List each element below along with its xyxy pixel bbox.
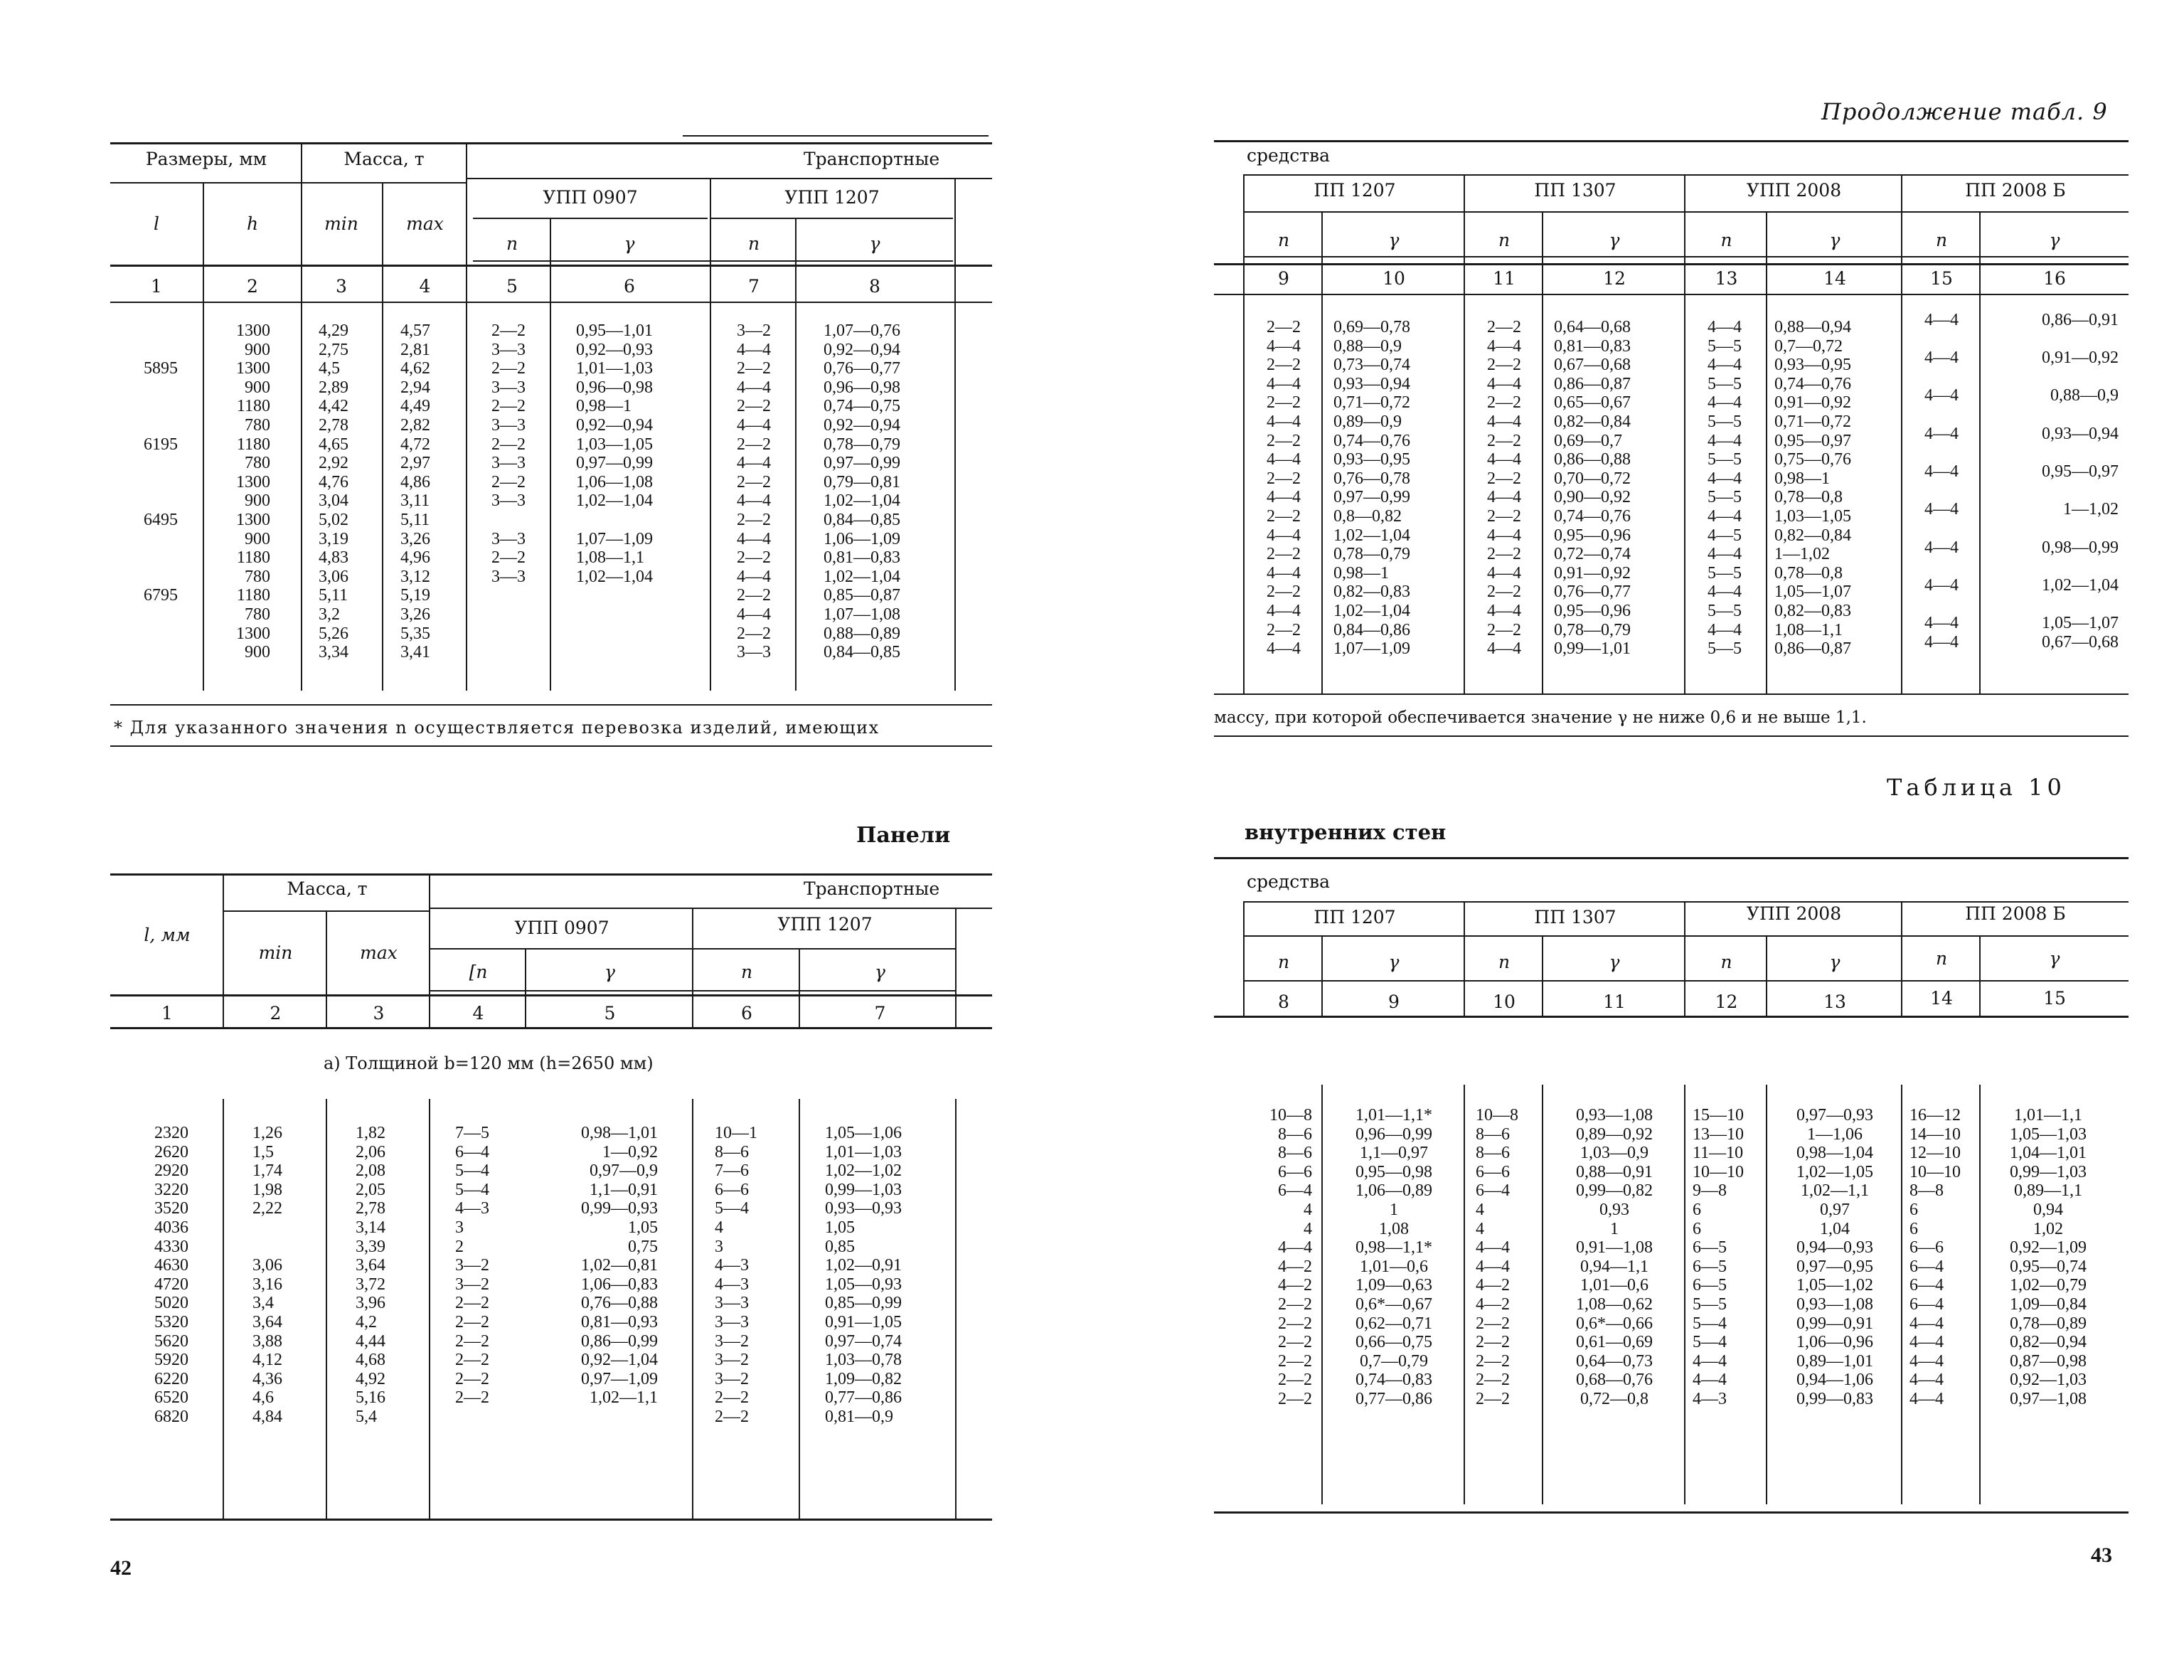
col-g16 <box>1986 311 2119 652</box>
header-mass: Масса, т <box>287 878 368 899</box>
rule-means <box>1245 174 2129 176</box>
header-n6: n <box>740 962 753 982</box>
num-3: 3 <box>373 1003 385 1024</box>
cell: 0,91—0,92 <box>2042 349 2119 367</box>
vrule <box>1542 211 1543 693</box>
rule-upp0907 <box>473 218 708 219</box>
title-inner-walls: внутренних стен <box>1245 820 1447 844</box>
vrule <box>326 910 327 1027</box>
num-3: 3 <box>336 276 347 297</box>
col-g12: 0,64—0,68 0,81—0,83 0,67—0,68 0,86—0,87 0,65—0,67 0,82—0,84 0,69—0,7 0,86—0,88 0,70—0,72 0,90—0,92 0,74—0,76 0,95—0,96 0,72—0,74 0,91—0,92 0,76—0,77 0,95—0,96 0,78—0,79 0,99—1,01 <box>1554 318 1631 659</box>
col-n11: 2—2 4—4 2—2 4—4 2—2 4—4 2—2 4—4 2—2 4—4 2—2 4—4 2—2 4—4 2—2 4—4 2—2 4—4 <box>1487 318 1521 659</box>
header-g16: γ <box>2049 230 2060 250</box>
vrule <box>1979 1085 1981 1504</box>
col-g7: 1,05—1,06 1,01—1,03 1,02—1,02 0,99—1,03 0,93—0,93 1,05 0,85 1,02—0,91 1,05—0,93 0,85—0,99 0,91—1,05 0,97—0,74 1,03—0,78 1,09—0,82 0,77—0,86 0,81—0,9 <box>825 1124 902 1426</box>
col-n15 <box>1909 311 1973 652</box>
header-g13: γ <box>1829 952 1841 972</box>
means-label: средства <box>1247 145 1331 166</box>
right-page <box>1092 0 2184 1680</box>
vrule <box>326 1099 327 1519</box>
cell: 1,05—1,07 <box>2042 614 2119 632</box>
cell: 0,93—0,94 <box>2042 425 2119 443</box>
vrule <box>1979 935 1981 1016</box>
num-5: 5 <box>506 276 518 297</box>
col-g10: 0,69—0,78 0,88—0,9 0,73—0,74 0,93—0,94 0,71—0,72 0,89—0,9 0,74—0,76 0,93—0,95 0,76—0,78 0,97—0,99 0,8—0,82 1,02—1,04 0,78—0,79 0,98—1 0,82—0,83 1,02—1,04 0,84—0,86 1,07—1,09 <box>1333 318 1410 659</box>
vrule <box>1766 935 1767 1016</box>
rule-numbers-top <box>110 994 992 996</box>
vrule <box>203 182 204 691</box>
page-number-right: 43 <box>2091 1543 2112 1567</box>
header-upp0907: УПП 0907 <box>514 918 609 938</box>
num-8: 8 <box>1278 991 1289 1012</box>
vrule <box>795 218 797 691</box>
rule-groups <box>1245 935 2129 937</box>
group-upp2008: УПП 2008 <box>1746 180 1842 201</box>
rule-sizes-mass <box>110 182 466 184</box>
vrule <box>799 1099 800 1519</box>
header-transport: Транспортные <box>804 878 940 899</box>
col-l: 2320 2620 2920 3220 3520 4036 4330 4630 4720 5020 5320 5620 5920 6220 6520 6820 <box>154 1124 188 1426</box>
vrule <box>692 1099 693 1519</box>
col-g6: 0,95—1,01 0,92—0,93 1,01—1,03 0,96—0,98 0,98—1 0,92—0,94 1,03—1,05 0,97—0,99 1,06—1,08 1,02—1,04 1,07—1,09 1,08—1,1 1,02—1,04 <box>576 321 653 586</box>
num-14: 14 <box>1823 268 1846 289</box>
continuation-label: Продолжение табл. 9 <box>1821 98 2108 125</box>
top-rule <box>683 135 989 137</box>
rule-numbers-bottom <box>1214 294 2129 295</box>
header-g14: γ <box>1829 230 1841 250</box>
footnote-left: * Для указанного значения n осуществляется перевозка изделий, имеющих <box>114 718 880 738</box>
header-l: l, мм <box>144 925 191 945</box>
rule-bottom <box>1214 693 2129 695</box>
cell: 4—4 <box>1924 538 1959 557</box>
header-n10: n <box>1498 952 1511 972</box>
header-sizes: Размеры, мм <box>145 149 267 169</box>
cell: 4—4 <box>1924 633 1959 652</box>
cell: 4—4 <box>1924 576 1959 595</box>
col-min: 1,26 1,5 1,74 1,98 2,22 3,06 3,16 3,4 3,64 3,88 4,12 4,36 4,6 4,84 <box>252 1124 282 1426</box>
vrule <box>1979 211 1981 693</box>
rule-numbers-bottom <box>110 1027 992 1029</box>
num-16: 16 <box>2043 268 2066 289</box>
means-label: средства <box>1247 871 1331 892</box>
group-pp2008b: ПП 2008 Б <box>1965 903 2066 924</box>
col-g14: 0,88—0,94 0,7—0,72 0,93—0,95 0,74—0,76 0,91—0,92 0,71—0,72 0,95—0,97 0,75—0,76 0,98—1 0,78—0,8 1,03—1,05 0,82—0,84 1—1,02 0,78—0,8 1,05—1,07 0,82—0,83 1,08—1,1 0,86—0,87 <box>1774 318 1851 659</box>
header-n8: n <box>1277 952 1290 972</box>
num-7: 7 <box>874 1003 886 1024</box>
num-9: 9 <box>1388 991 1400 1012</box>
cell: 4—4 <box>1924 425 1959 443</box>
col-n4: 7—5 6—4 5—4 5—4 4—3 3 2 3—2 3—2 2—2 2—2 2—2 2—2 2—2 2—2 <box>455 1124 489 1408</box>
num-11: 11 <box>1603 991 1626 1012</box>
vrule <box>1464 901 1465 1016</box>
header-g10: γ <box>1388 230 1400 250</box>
header-rule-top <box>110 873 992 876</box>
rule-groups <box>1245 211 2129 213</box>
col-g8: 1,07—0,76 0,92—0,94 0,76—0,77 0,96—0,98 0,74—0,75 0,92—0,94 0,78—0,79 0,97—0,99 0,79—0,81 1,02—1,04 0,84—0,85 1,06—1,09 0,81—0,83 1,02—1,04 0,85—0,87 1,07—1,08 0,88—0,89 0,84—0,85 <box>824 321 900 662</box>
rule-sub <box>473 260 953 262</box>
col-max: 1,82 2,06 2,08 2,05 2,78 3,14 3,39 3,64 3,72 3,96 4,2 4,44 4,68 4,92 5,16 5,4 <box>356 1124 385 1426</box>
vrule <box>1464 174 1465 693</box>
cell: 4—4 <box>1924 614 1959 632</box>
col-n12: 15—10 13—10 11—10 10—10 9—8 6 6 6—5 6—5 6—5 5—5 5—4 5—4 4—4 4—4 4—3 <box>1693 1106 1744 1408</box>
rule-sub <box>1245 256 2129 257</box>
vrule <box>955 1099 957 1519</box>
vrule <box>954 178 956 691</box>
header-l: l <box>154 213 159 234</box>
num-4: 4 <box>419 276 431 297</box>
vrule <box>1243 901 1245 1016</box>
rule-transport <box>430 908 992 909</box>
header-g6: γ <box>624 233 635 254</box>
header-rule-top <box>1214 857 2129 859</box>
num-1: 1 <box>161 1003 173 1024</box>
num-12: 12 <box>1603 268 1626 289</box>
rule-sub <box>430 990 957 991</box>
header-max: max <box>406 213 444 234</box>
header-upp1207: УПП 1207 <box>777 914 873 935</box>
cell: 0,67—0,68 <box>2042 633 2119 652</box>
rule-numbers-bottom <box>110 302 992 303</box>
header-upp1207: УПП 1207 <box>784 187 880 208</box>
num-1: 1 <box>151 276 162 297</box>
group-pp1307: ПП 1307 <box>1534 907 1616 927</box>
num-15: 15 <box>1930 268 1953 289</box>
col-l: 5895 6195 6495 6795 <box>144 359 178 605</box>
header-min: min <box>324 213 358 234</box>
num-5: 5 <box>604 1003 616 1024</box>
rule-numbers-top <box>110 265 992 267</box>
vrule <box>301 142 302 691</box>
vrule <box>1901 1085 1902 1504</box>
vrule <box>1901 174 1902 693</box>
subtitle-thickness: а) Толщиной b=120 мм (h=2650 мм) <box>324 1053 654 1073</box>
num-7: 7 <box>748 276 760 297</box>
rule-numbers-bottom <box>1214 1016 2129 1018</box>
rule-bottom <box>110 704 992 706</box>
rule-transport <box>466 178 992 179</box>
cell: 0,98—0,99 <box>2042 538 2119 557</box>
header-rule-top <box>110 142 992 144</box>
rule-footnote <box>110 745 992 747</box>
page-number-left: 42 <box>110 1556 132 1580</box>
cell: 0,86—0,91 <box>2042 311 2119 329</box>
header-g9: γ <box>1388 952 1400 972</box>
vrule <box>1321 211 1323 693</box>
header-rule-top <box>1214 140 2129 142</box>
header-n11: n <box>1498 230 1511 250</box>
rule-sub <box>1245 980 2129 982</box>
num-2: 2 <box>247 276 258 297</box>
cell: 0,95—0,97 <box>2042 462 2119 481</box>
vrule <box>1542 1085 1543 1504</box>
group-pp2008b: ПП 2008 Б <box>1965 180 2066 201</box>
col-n7: 3—2 4—4 2—2 4—4 2—2 4—4 2—2 4—4 2—2 4—4 2—2 4—4 2—2 4—4 2—2 4—4 2—2 3—3 <box>737 321 771 662</box>
vrule <box>710 178 711 691</box>
group-pp1307: ПП 1307 <box>1534 180 1616 201</box>
vrule <box>223 873 224 1027</box>
vrule <box>223 1099 224 1519</box>
header-n14: n <box>1935 948 1948 969</box>
num-13: 13 <box>1823 991 1846 1012</box>
col-n5: 2—2 3—3 2—2 3—3 2—2 3—3 2—2 3—3 2—2 3—3 3—3 2—2 3—3 <box>491 321 526 586</box>
vrule <box>1542 935 1543 1016</box>
col-max: 4,57 2,81 4,62 2,94 4,49 2,82 4,72 2,97 4,86 3,11 5,11 3,26 4,96 3,12 5,19 3,26 5,35 3,41 <box>400 321 430 662</box>
vrule <box>466 142 467 691</box>
vrule <box>1684 1085 1685 1504</box>
header-g15: γ <box>2049 948 2060 969</box>
num-10: 10 <box>1383 268 1405 289</box>
num-6: 6 <box>741 1003 752 1024</box>
cell: 4—4 <box>1924 500 1959 519</box>
cell: 4—4 <box>1924 386 1959 405</box>
cell: 1—1,02 <box>2063 500 2119 519</box>
vrule <box>1901 901 1902 1016</box>
vrule <box>1766 1085 1767 1504</box>
col-g11: 0,93—1,08 0,89—0,92 1,03—0,9 0,88—0,91 0,99—0,82 0,93 1 0,91—1,08 0,94—1,1 1,01—0,6 1,08—0,62 0,6*—0,66 0,61—0,69 0,64—0,73 0,68—0,76 0,72—0,8 <box>1576 1106 1653 1408</box>
col-n9: 2—2 4—4 2—2 4—4 2—2 4—4 2—2 4—4 2—2 4—4 2—2 4—4 2—2 4—4 2—2 4—4 2—2 4—4 <box>1267 318 1301 659</box>
num-8: 8 <box>869 276 880 297</box>
col-g13: 0,97—0,93 1—1,06 0,98—1,04 1,02—1,05 1,02—1,1 0,97 1,04 0,94—0,93 0,97—0,95 1,05—1,02 0,93—1,08 0,99—0,91 1,06—0,96 0,89—1,01 0,94—1,06 0,99—0,83 <box>1796 1106 1873 1408</box>
col-g9: 1,01—1,1* 0,96—0,99 1,1—0,97 0,95—0,98 1,06—0,89 1 1,08 0,98—1,1* 1,01—0,6 1,09—0,63 0,6*—0,67 0,62—0,71 0,66—0,75 0,7—0,79 0,74—0,83 0,77—0,86 <box>1355 1106 1432 1408</box>
col-n14: 16—12 14—10 12—10 10—10 8—8 6 6 6—6 6—4 6—4 6—4 4—4 4—4 4—4 4—4 4—4 <box>1909 1106 1961 1408</box>
col-g5: 0,98—1,01 1—0,92 0,97—0,9 1,1—0,91 0,99—0,93 1,05 0,75 1,02—0,81 1,06—0,83 0,76—0,88 0,81—0,93 0,86—0,99 0,92—1,04 0,97—1,09 1,02—1,1 <box>581 1124 658 1408</box>
col-n8: 10—8 8—6 8—6 6—6 6—4 4 4 4—4 4—2 4—2 2—2 2—2 2—2 2—2 2—2 2—2 <box>1269 1106 1312 1408</box>
rule-upp1207 <box>711 218 953 219</box>
header-n4: [n <box>469 962 488 982</box>
cell: 0,88—0,9 <box>2050 386 2119 405</box>
rule-bottom <box>1214 1511 2129 1514</box>
header-max: max <box>360 942 398 963</box>
vrule <box>1766 211 1767 693</box>
header-g5: γ <box>604 962 615 982</box>
header-n5: n <box>506 233 518 254</box>
group-pp1207: ПП 1207 <box>1314 180 1396 201</box>
vrule <box>1321 1085 1323 1504</box>
num-13: 13 <box>1715 268 1738 289</box>
num-15: 15 <box>2043 988 2066 1009</box>
header-g7: γ <box>875 962 885 982</box>
header-min: min <box>258 942 293 963</box>
rule-bottom <box>110 1519 992 1521</box>
header-g12: γ <box>1609 230 1620 250</box>
header-transport: Транспортные <box>804 149 940 169</box>
vrule <box>550 218 551 691</box>
title-panels: Панели <box>856 823 951 848</box>
table-10-label: Таблица 10 <box>1887 774 2066 801</box>
header-h: h <box>246 213 259 234</box>
rule-upp <box>430 948 957 950</box>
rule-numbers-top <box>1214 263 2129 265</box>
header-n13: n <box>1720 230 1732 250</box>
num-10: 10 <box>1493 991 1516 1012</box>
col-n6: 10—1 8—6 7—6 6—6 5—4 4 3 4—3 4—3 3—3 3—3 3—2 3—2 3—2 2—2 2—2 <box>715 1124 757 1426</box>
num-11: 11 <box>1493 268 1516 289</box>
vrule <box>382 182 383 691</box>
cell: 4—4 <box>1924 311 1959 329</box>
num-9: 9 <box>1278 268 1289 289</box>
num-4: 4 <box>472 1003 484 1024</box>
rule-mass <box>224 910 430 912</box>
vrule <box>1321 935 1323 1016</box>
header-g8: γ <box>869 233 880 254</box>
group-pp1207: ПП 1207 <box>1314 907 1396 927</box>
header-g11: γ <box>1609 952 1620 972</box>
vrule <box>799 948 800 1027</box>
group-upp2008: УПП 2008 <box>1746 903 1842 924</box>
vrule <box>1684 174 1685 693</box>
vrule <box>692 908 693 1027</box>
num-14: 14 <box>1930 988 1953 1009</box>
col-n10: 10—8 8—6 8—6 6—6 6—4 4 4 4—4 4—4 4—2 4—2 2—2 2—2 2—2 2—2 2—2 <box>1476 1106 1518 1408</box>
cell: 4—4 <box>1924 462 1959 481</box>
header-mass: Масса, т <box>343 149 425 169</box>
num-6: 6 <box>624 276 635 297</box>
col-h: 1300 900 1300 900 1180 780 1180 780 1300 900 1300 900 1180 780 1180 780 1300 900 <box>236 321 270 662</box>
rule-means <box>1245 901 2129 903</box>
vrule <box>525 948 526 1027</box>
vrule <box>429 1099 430 1519</box>
cell: 4—4 <box>1924 349 1959 367</box>
header-n9: n <box>1277 230 1290 250</box>
header-n7: n <box>747 233 760 254</box>
vrule <box>1243 174 1245 693</box>
rule-footnote <box>1214 735 2129 737</box>
vrule <box>429 873 430 1027</box>
col-min: 4,29 2,75 4,5 2,89 4,42 2,78 4,65 2,92 4,76 3,04 5,02 3,19 4,83 3,06 5,11 3,2 5,26 3,34 <box>319 321 348 662</box>
num-12: 12 <box>1715 991 1738 1012</box>
col-n13: 4—4 5—5 4—4 5—5 4—4 5—5 4—4 5—5 4—4 5—5 4—4 4—5 4—4 5—5 4—4 5—5 4—4 5—5 <box>1708 318 1742 659</box>
header-n15: n <box>1935 230 1948 250</box>
cell: 1,02—1,04 <box>2042 576 2119 595</box>
vrule <box>955 908 957 1027</box>
col-g15: 1,01—1,1 1,05—1,03 1,04—1,01 0,99—1,03 0,89—1,1 0,94 1,02 0,92—1,09 0,95—0,74 1,02—0,79 1,09—0,84 0,78—0,89 0,82—0,94 0,87—0,98 0,92—1,03 0,97—1,08 <box>2010 1106 2087 1408</box>
header-n12: n <box>1720 952 1732 972</box>
footnote-right: массу, при которой обеспечивается значение γ не ниже 0,6 и не выше 1,1. <box>1214 708 1867 727</box>
num-2: 2 <box>270 1003 282 1024</box>
header-upp0907: УПП 0907 <box>543 187 638 208</box>
vrule <box>1684 901 1685 1016</box>
vrule <box>1464 1085 1465 1504</box>
